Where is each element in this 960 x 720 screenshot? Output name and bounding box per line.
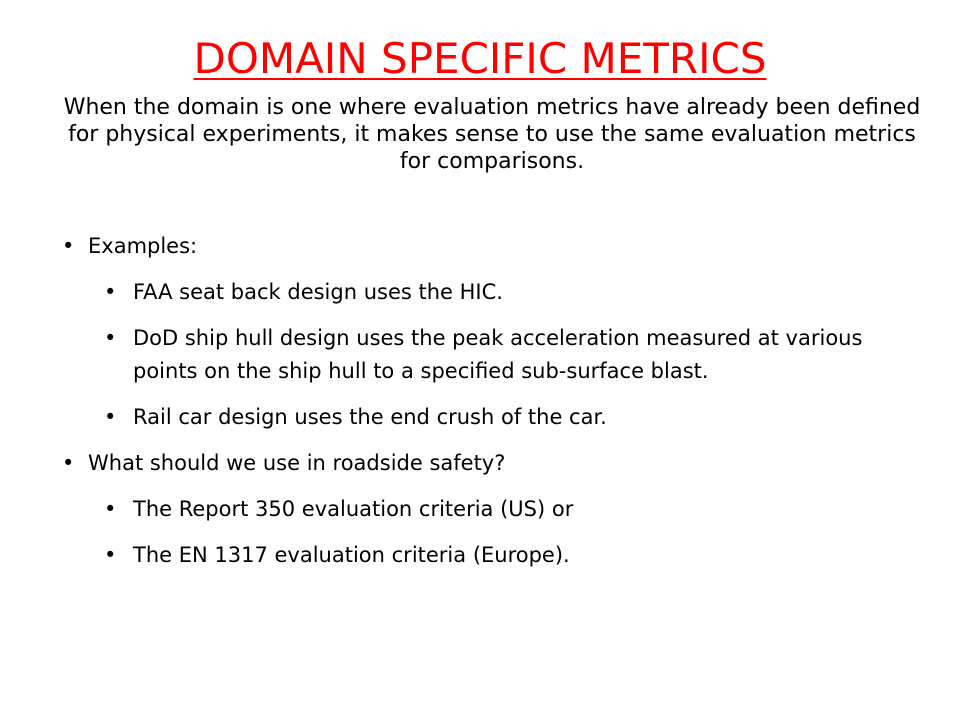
bullet-text: FAA seat back design uses the HIC.	[133, 280, 503, 304]
bullet-item-examples	[0, 230, 960, 263]
bullet-text: The EN 1317 evaluation criteria (Europe).	[133, 543, 570, 567]
bullet-text: The Report 350 evaluation criteria (US) or	[133, 497, 574, 521]
slide-title: DOMAIN SPECIFIC METRICS	[193, 34, 767, 83]
bullet-icon: •	[104, 543, 117, 567]
bullet-icon: •	[62, 234, 75, 258]
bullet-icon: •	[104, 405, 117, 429]
bullet-text: Examples:	[88, 234, 198, 258]
bullet-icon: •	[104, 280, 117, 304]
bullet-icon: •	[62, 451, 75, 475]
bullet-item-en-1317	[0, 539, 960, 572]
bullet-text: Rail car design uses the end crush of the car.	[133, 405, 607, 429]
bullet-item-faa	[0, 276, 960, 309]
bullet-item-dod	[0, 322, 960, 388]
bullet-icon: •	[104, 326, 117, 350]
bullet-text: DoD ship hull design uses the peak acceleration measured at various points on the ship hull to a specified sub-surface blast.	[133, 326, 863, 383]
bullet-icon: •	[104, 497, 117, 521]
slide-subtitle: When the domain is one where evaluation metrics have already been defined for physical experiments, it makes sense to use the same evaluation metrics for comparisons.	[63, 95, 921, 174]
bullet-item-rail	[0, 401, 960, 434]
bullet-list	[0, 230, 960, 585]
bullet-item-report-350	[0, 493, 960, 526]
bullet-item-roadside	[0, 447, 960, 480]
bullet-text: What should we use in roadside safety?	[88, 451, 506, 475]
